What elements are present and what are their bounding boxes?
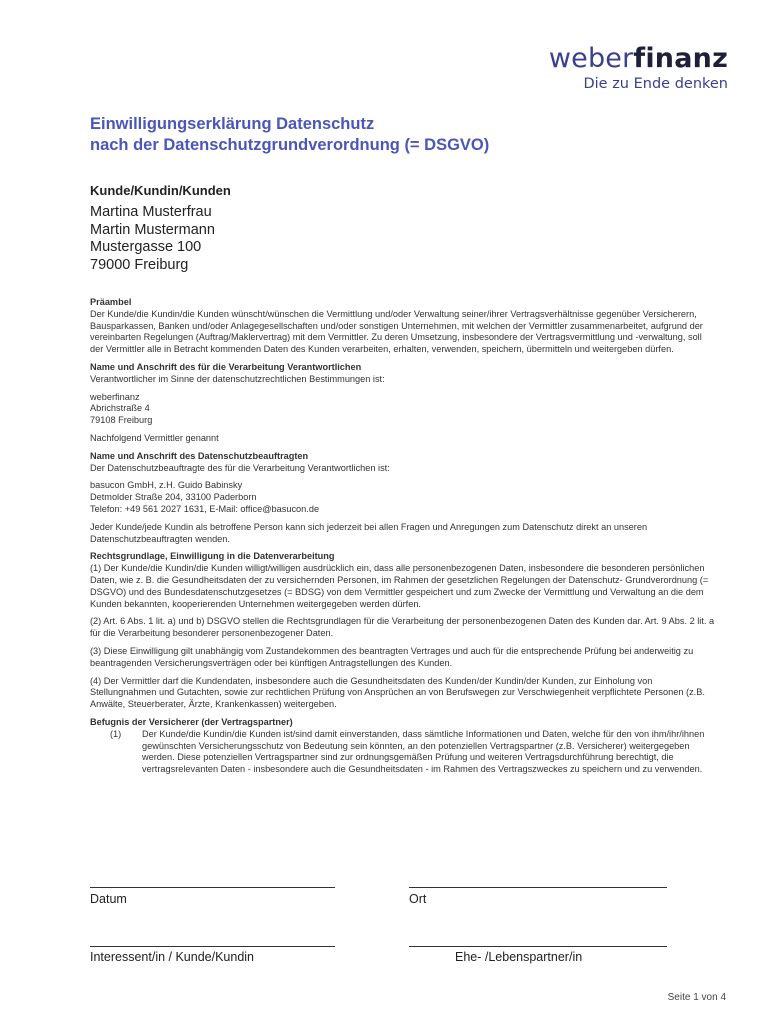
- date-signature-line[interactable]: [90, 887, 335, 888]
- logo-wordmark: [549, 44, 728, 74]
- dpo-intro: Der Datenschutzbeauftragte des für die Verarbeitung Verantwortlichen ist:: [90, 462, 390, 473]
- address-line: weberfinanz: [90, 391, 140, 402]
- date-label: Datum: [90, 892, 127, 906]
- place-label: Ort: [409, 892, 427, 906]
- address-line: Abrichstraße 4: [90, 403, 150, 414]
- preamble-text: Der Kunde/die Kundin/die Kunden wünscht/wünschen die Vermittlung und/oder Verwaltung seiner/ihrer Vertragsverhältnisse gegenüber Versicherern, Bausparkassen, Banken und/oder Anlagegesellschaften und/oder sonstigen Unternehmen, mit welchen der Vermittler zusammenarbeitet, aufgrund der vereinbarten Regelungen (Auftrag/Maklervertrag) mit dem Vermittler. Zu deren Umsetzung, insbesondere der Vertragsvermittlung und -verwaltung, soll der Vermittler alle in Betracht kommenden Daten des Kunden verarbeiten, erhalten, verwenden, speichern, übermitteln und weitergeben dürfen.: [90, 308, 703, 355]
- list-number: (1): [110, 728, 122, 739]
- address-line: Detmolder Straße 204, 33100 Paderborn: [90, 492, 257, 503]
- document-body: [90, 297, 715, 782]
- address-line: basucon GmbH, z.H. Guido Babinsky: [90, 480, 243, 491]
- legal-paragraph-3: (3) Diese Einwilligung gilt unabhängig vom Zustandekommen des beantragten Vertrages und auch für die entsprechende Prüfung bei anderweitig zu beantragenden Versicherungsverträgen oder bei künftigen Antragstellungen des Kunden.: [90, 645, 694, 668]
- logo-tagline: Die zu Ende denken: [583, 76, 728, 92]
- title-line-1: Einwilligungserklärung Datenschutz: [90, 115, 375, 133]
- logo-word-light: weber: [548, 43, 634, 74]
- section-heading-dpo: Name und Anschrift des Datenschutzbeauftragten: [90, 450, 309, 461]
- address-line: 79108 Freiburg: [90, 415, 153, 426]
- logo-word-bold: finanz: [633, 43, 728, 74]
- section-heading-controller: Name und Anschrift des für die Verarbeitung Verantwortlichen: [90, 361, 362, 372]
- customer-address: [90, 204, 215, 274]
- section-heading-insurers: Befugnis der Versicherer (der Vertragspartner): [90, 716, 293, 727]
- title-line-2: nach der Datenschutzgrundverordnung (= DSGVO): [90, 136, 490, 154]
- place-signature-line[interactable]: [409, 887, 667, 888]
- partner-signature-label: Ehe- /Lebenspartner/in: [455, 950, 583, 964]
- section-heading-preamble: Präambel: [90, 297, 132, 307]
- customer-heading: Kunde/Kundin/Kunden: [90, 183, 231, 198]
- page-number: Seite 1 von 4: [667, 992, 726, 1003]
- controller-note: Nachfolgend Vermittler genannt: [90, 432, 219, 443]
- customer-line: 79000 Freiburg: [90, 256, 189, 273]
- controller-address: [90, 392, 715, 427]
- document-title: [90, 114, 489, 156]
- address-line: Telefon: +49 561 2027 1631, E-Mail: office@basucon.de: [90, 503, 320, 514]
- legal-paragraph-4: (4) Der Vermittler darf die Kundendaten, insbesondere auch die Gesundheitsdaten des Kunden/der Kundin/der Kunden, zur Einholung von Stellungnahmen und Gutachten, sowie zur rechtlichen Prüfung von Ansprüchen an von Berufswegen zur Verschwiegenheit verpflichtete Personen (z.B. Anwälte, Steuerberater, Ärzte, Krankenkassen) weitergeben.: [90, 675, 705, 710]
- legal-paragraph-1: (1) Der Kunde/die Kundin/die Kunden willigt/willigen ausdrücklich ein, dass alle personenbezogenen Daten, insbesondere die besonderen persönlichen Daten, wie z. B. die Gesundheitsdaten der zu versichernden Personen, im Rahmen der gesetzlichen Regelungen der Datenschutz- Grundverordnung (= DSGVO) und des Bundesdatenschutzgesetzes (= BDSG) von dem Vermittler gespeichert und zum Zwecke der Vermittlung und Verwaltung an die dem Kunden bekannten, kooperierenden Unternehmen weitergegeben werden dürfen.: [90, 563, 709, 609]
- section-heading-legal: Rechtsgrundlage, Einwilligung in die Datenverarbeitung: [90, 551, 335, 562]
- customer-line: Mustergasse 100: [90, 239, 202, 255]
- company-logo: [549, 44, 728, 92]
- customer-line: Martina Musterfrau: [90, 204, 212, 220]
- client-signature-label: Interessent/in / Kunde/Kundin: [90, 950, 255, 964]
- legal-paragraph-2: (2) Art. 6 Abs. 1 lit. a) und b) DSGVO stellen die Rechtsgrundlagen für die Verarbeitung der personenbezogenen Daten des Kunden dar. Art. 9 Abs. 2 lit. a für die Verarbeitung besonderer personenbezogener Daten.: [90, 616, 715, 639]
- customer-line: Martin Mustermann: [90, 221, 215, 238]
- dpo-address: [90, 480, 715, 515]
- insurers-item-text: Der Kunde/die Kundin/die Kunden ist/sind damit einverstanden, dass sämtliche Informationen und Daten, welche für den von ihm/ihr/ihnen gewünschten Versicherungsschutz von Bedeutung sein könnten, an den potenziellen Vertragspartner (z.B. Versicherer) weitergegeben werden. Diese potenziellen Vertragspartner sind zur ordnungsgemäßen Prüfung und weiteren Vertragsdurchführung berechtigt, die vertragsrelevanten Daten - insbesondere auch die Gesundheitsdaten - im Rahmen des Vertragszweckes zu speichern und zu verwenden.: [142, 728, 705, 775]
- controller-intro: Verantwortlicher im Sinne der datenschutzrechtlichen Bestimmungen ist:: [90, 373, 385, 384]
- insurers-list-item: [90, 729, 715, 776]
- client-signature-line[interactable]: [90, 946, 335, 947]
- dpo-note: Jeder Kunde/jede Kundin als betroffene Person kann sich jederzeit bei allen Fragen und Anregungen zum Datenschutz direkt an unseren Datenschutzbeauftragten wenden.: [90, 521, 648, 544]
- partner-signature-line[interactable]: [409, 946, 667, 947]
